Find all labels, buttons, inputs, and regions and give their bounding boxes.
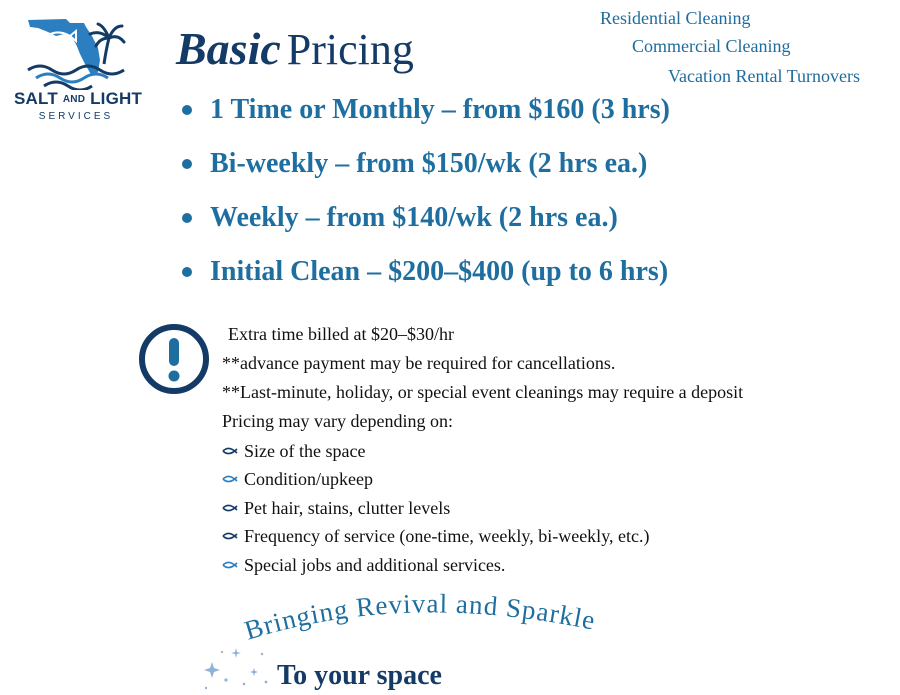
slogan-line2: To your space [277, 660, 442, 691]
price-item-bi-weekly: Bi-weekly – from $150/wk (2 hrs ea.) [180, 144, 670, 198]
price-item-weekly: Weekly – from $140/wk (2 hrs ea.) [180, 198, 670, 252]
ichthys-fish-icon [222, 531, 240, 541]
company-logo [14, 14, 143, 126]
pricing-intro: Pricing may vary depending on: [222, 411, 453, 431]
bullet-icon [182, 159, 192, 169]
ichthys-fish-icon [222, 503, 240, 513]
title-pricing: Pricing [286, 25, 414, 74]
ichthys-fish-icon [222, 474, 240, 484]
logo-tagline: SERVICES [38, 111, 114, 122]
deposit-note: **Last-minute, holiday, or special event cleanings may require a deposit [222, 382, 744, 402]
extra-time-note: Extra time billed at $20–$30/hr [228, 324, 454, 344]
bullet-icon [182, 267, 192, 277]
sparkle-icon [196, 640, 276, 695]
price-item-one-time: 1 Time or Monthly – from $160 (3 hrs) [180, 90, 670, 144]
ichthys-fish-icon [222, 446, 240, 456]
page-title [176, 22, 414, 75]
price-item-initial-clean: Initial Clean – $200–$400 (up to 6 hrs) [180, 252, 670, 306]
cancellation-note: **advance payment may be required for cancellations. [222, 353, 616, 373]
bullet-icon [182, 105, 192, 115]
florida-palm-wave-logo-icon [26, 14, 126, 90]
service-residential: Residential Cleaning [600, 8, 751, 28]
pricing-list [180, 90, 670, 306]
service-commercial: Commercial Cleaning [632, 36, 791, 56]
logo-name: SALT AND LIGHT [14, 89, 143, 108]
bullet-icon [182, 213, 192, 223]
exclamation-circle-icon [137, 322, 211, 396]
title-basic: Basic [176, 23, 281, 74]
slogan-line1: Bringing Revival and Sparkle [241, 588, 599, 646]
service-vacation-rental: Vacation Rental Turnovers [668, 66, 860, 86]
ichthys-fish-icon [222, 560, 240, 570]
